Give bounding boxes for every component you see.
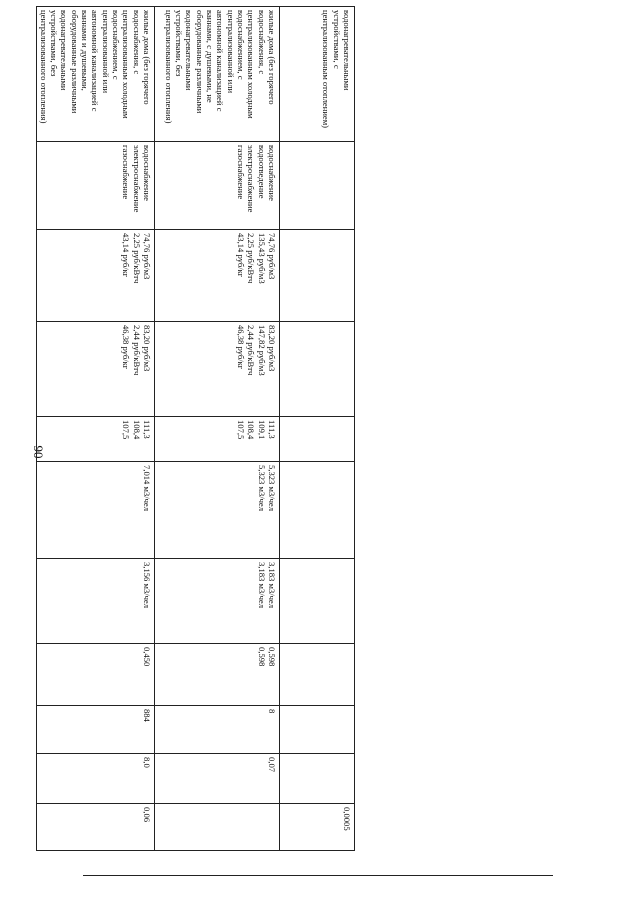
cell-norm2: [155, 559, 280, 644]
cell-services: [36, 142, 154, 230]
cell-line: водоотведение: [256, 145, 267, 199]
cell-norm1: [36, 462, 154, 559]
cell-line: газоснабжение: [236, 145, 247, 200]
cell-line: 43,14 руб/кг: [236, 233, 247, 278]
cell-line: 5,323 м3/чел: [256, 465, 267, 512]
cell-norm2: [280, 559, 355, 644]
cell-line: 108,4: [246, 420, 257, 440]
cell-line: водоснабжение: [142, 145, 152, 201]
cell-tariff2: [280, 322, 355, 417]
cell-line: 2,25 руб/кВтч: [246, 233, 257, 284]
cell-line: 7,014 м3/чел: [142, 465, 152, 512]
cell-tariff1: [36, 230, 154, 322]
cell-coef: [36, 644, 154, 706]
cell-tariff1: [155, 230, 280, 322]
cell-line: 46,38 руб/кг: [236, 325, 247, 370]
cell-line: 5,323 м3/чел: [267, 465, 277, 512]
cell-line: 2,25 руб/кВтч: [131, 233, 142, 284]
cell-line: 2,44 руб/кВтч: [246, 325, 257, 376]
cell-line: 107,5: [121, 420, 132, 440]
cell-line: 3,156 м3/чел: [142, 562, 152, 609]
table-row: [155, 7, 280, 851]
cell-index: [155, 417, 280, 462]
cell-line: 108,4: [131, 420, 142, 440]
cell-line: 0,598: [267, 647, 277, 667]
cell-line: электроснабжение: [131, 145, 142, 213]
cell-coef: [280, 644, 355, 706]
cell-line: 74,76 руб/м3: [142, 233, 152, 280]
cell-line: 74,76 руб/м3: [267, 233, 277, 280]
cell-line: газоснабжение: [121, 145, 132, 200]
cell-line: водоснабжение: [267, 145, 277, 201]
cell-share: 8,0: [36, 754, 154, 804]
footer-rule: [83, 875, 553, 876]
cell-amount: 884: [36, 706, 154, 754]
cell-rate: 0,06: [36, 804, 154, 851]
cell-line: 3,183 м3/чел: [267, 562, 277, 609]
cell-line: электроснабжение: [246, 145, 257, 213]
cell-line: 135,43 руб/м3: [256, 233, 267, 284]
cell-tariff2: [36, 322, 154, 417]
cell-index: [280, 417, 355, 462]
cell-tariff2: [155, 322, 280, 417]
cell-norm1: [155, 462, 280, 559]
table-row: [280, 7, 355, 851]
cell-norm1: [280, 462, 355, 559]
cell-norm2: [36, 559, 154, 644]
cell-amount: [280, 706, 355, 754]
page-number: 90: [31, 445, 46, 459]
cell-services: [155, 142, 280, 230]
cell-coef: [155, 644, 280, 706]
cell-line: 43,14 руб/кг: [121, 233, 132, 278]
cell-line: 111,3: [267, 420, 277, 439]
cell-line: 83,20 руб/м3: [267, 325, 277, 372]
cell-category: жилые дома (без горячего водоснабжения, с централизованным холодным водоснабжением, с централизованной или автономной канализацией с ваннами и душевыми, оборудованные различными водонагревательными устройствами, без централизованного отопления): [36, 7, 154, 142]
cell-line: 2,44 руб/кВтч: [131, 325, 142, 376]
cell-line: 147,82 руб/м3: [256, 325, 267, 376]
cell-category: жилые дома (без горячего водоснабжения, с централизованным холодным водоснабжением, с централизованной или автономной канализацией с ваннами, с душевыми, не оборудованные различными водонагревательными устройствами, без централизованного отопления): [155, 7, 280, 142]
cell-index: [36, 417, 154, 462]
cell-tariff1: [280, 230, 355, 322]
cell-amount: 8: [155, 706, 280, 754]
cell-services: [280, 142, 355, 230]
cell-line: 107,5: [236, 420, 247, 440]
cell-rate: 0,0005: [280, 804, 355, 851]
cell-line: 83,20 руб/м3: [142, 325, 152, 372]
cell-share: [280, 754, 355, 804]
cell-line: 0,450: [142, 647, 152, 667]
cell-line: 46,38 руб/кг: [121, 325, 132, 370]
cell-line: 3,183 м3/чел: [256, 562, 267, 609]
cell-line: 109,1: [256, 420, 267, 440]
tariff-table: [36, 6, 355, 851]
cell-share: 0,07: [155, 754, 280, 804]
table-row: [36, 7, 154, 851]
cell-line: 0,598: [256, 647, 267, 667]
cell-line: 111,3: [142, 420, 152, 439]
cell-category: водонагревательными устройствами, с централизованным отоплением): [280, 7, 355, 142]
cell-rate: [155, 804, 280, 851]
